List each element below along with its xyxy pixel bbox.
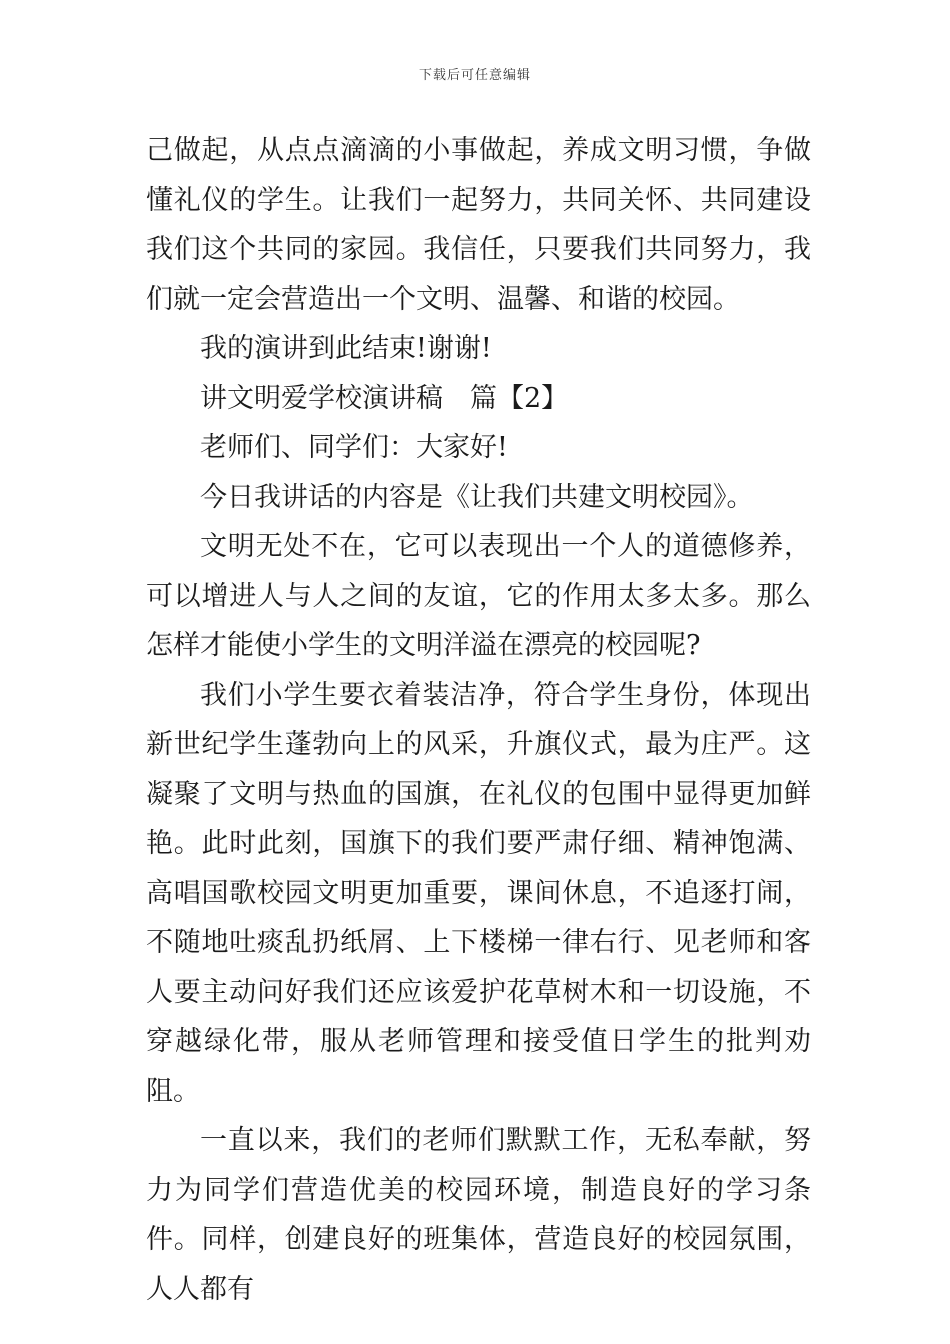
section-title: 讲文明爱学校演讲稿 篇【2】 xyxy=(200,382,569,414)
page-header: 下载后可任意编辑 xyxy=(418,68,531,83)
paragraph-greeting: 老师们、同学们：大家好! xyxy=(200,432,508,463)
paragraph-4: 我们小学生要衣着装洁净，符合学生身份，体现出新世纪学生蓬勃向上的风采，升旗仪式，最为庄严。这凝聚了文明与热血的国旗，在礼仪的包围中显得更加鲜艳。此时此刻，国旗下的我们要严肃仔细、精神饱满、高唱国歌校园文明更加重要，课间休息，不追逐打闹，不随地吐痰乱扔纸屑、上下楼梯一律右行、见老师和客人要主动问好我们还应该爱护花草树木和一切设施，不穿越绿化带，服从老师管理和接受值日学生的批判劝阻。 xyxy=(146,679,811,1107)
paragraph-5: 一直以来，我们的老师们默默工作，无私奉献，努力为同学们营造优美的校园环境，制造良好的学习条件。同样，创建良好的班集体，营造良好的校园氛围，人人都有 xyxy=(146,1125,811,1305)
paragraph-3: 文明无处不在，它可以表现出一个人的道德修养，可以增进人与人之间的友谊，它的作用太多太多。那么怎样才能使小学生的文明洋溢在漂亮的校园呢? xyxy=(146,531,811,661)
paragraph-topic: 今日我讲话的内容是《让我们共建文明校园》。 xyxy=(200,481,754,513)
paragraph-1: 己做起，从点点滴滴的小事做起，养成文明习惯，争做懂礼仪的学生。让我们一起努力，共同关怀、共同建设我们这个共同的家园。我信任，只要我们共同努力，我们就一定会营造出一个文明、温馨、和谐的校园。 xyxy=(146,135,811,315)
document-body xyxy=(146,126,811,1314)
paragraph-2: 我的演讲到此结束!谢谢! xyxy=(200,333,492,364)
